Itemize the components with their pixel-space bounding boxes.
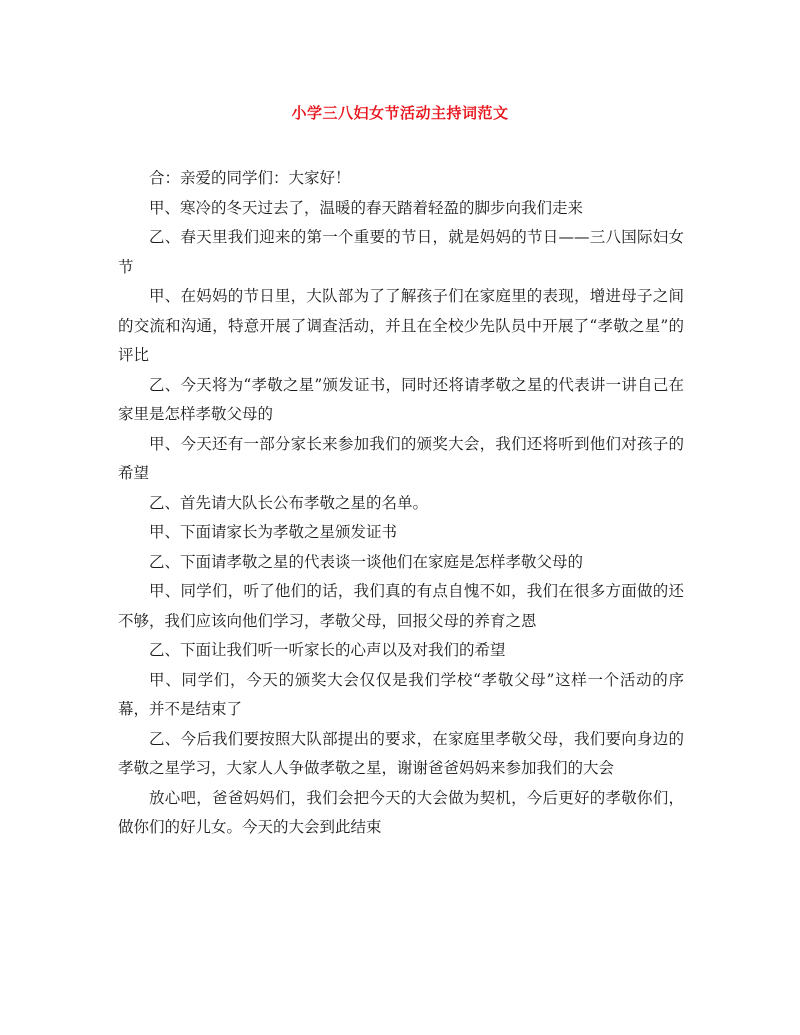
paragraph: 乙、下面请孝敬之星的代表谈一谈他们在家庭是怎样孝敬父母的 bbox=[149, 552, 584, 571]
paragraph: 乙、首先请大队长公布孝敬之星的名单。 bbox=[149, 493, 429, 512]
paragraph: 甲、下面请家长为孝敬之星颁发证书 bbox=[149, 523, 398, 541]
paragraph: 甲、同学们，听了他们的话，我们真的有点自愧不如，我们在很多方面做的还不够，我们应该向他们学习，孝敬父母，回报父母的养育之恩 bbox=[118, 582, 684, 630]
paragraph: 放心吧，爸爸妈妈们，我们会把今天的大会做为契机，今后更好的孝敬你们，做你们的好儿女。今天的大会到此结束 bbox=[118, 788, 684, 836]
paragraph: 乙、今后我们要按照大队部提出的要求，在家庭里孝敬父母，我们要向身边的孝敬之星学习，大家人人争做孝敬之星，谢谢爸爸妈妈来参加我们的大会 bbox=[118, 729, 684, 777]
document-body bbox=[118, 164, 684, 843]
paragraph: 甲、今天还有一部分家长来参加我们的颁奖大会，我们还将听到他们对孩子的希望 bbox=[118, 434, 684, 482]
paragraph: 甲、同学们，今天的颁奖大会仅仅是我们学校“孝敬父母”这样一个活动的序幕，并不是结束了 bbox=[118, 670, 684, 718]
paragraph: 合：亲爱的同学们：大家好！ bbox=[149, 169, 351, 187]
paragraph: 甲、在妈妈的节日里，大队部为了了解孩子们在家庭里的表现，增进母子之间的交流和沟通，特意开展了调查活动，并且在全校少先队员中开展了“孝敬之星”的评比 bbox=[118, 287, 684, 364]
paragraph: 乙、今天将为“孝敬之星”颁发证书，同时还将请孝敬之星的代表讲一讲自己在家里是怎样孝敬父母的 bbox=[118, 375, 684, 423]
paragraph: 乙、下面让我们听一听家长的心声以及对我们的希望 bbox=[149, 641, 506, 659]
paragraph: 甲、寒冷的冬天过去了，温暖的春天踏着轻盈的脚步向我们走来 bbox=[149, 198, 584, 217]
document-title: 小学三八妇女节活动主持词范文 bbox=[291, 104, 509, 122]
paragraph: 乙、春天里我们迎来的第一个重要的节日，就是妈妈的节日——三八国际妇女节 bbox=[118, 228, 684, 276]
